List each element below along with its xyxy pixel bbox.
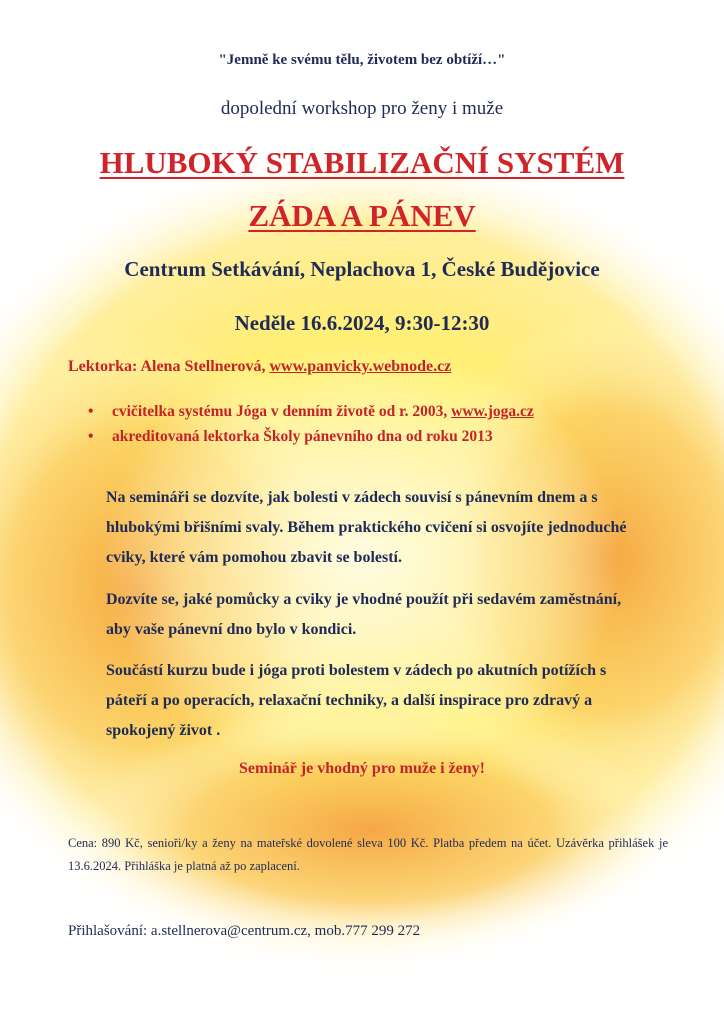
venue: Centrum Setkávání, Neplachova 1, České Budějovice [124,257,600,281]
list-item: • cvičitelka systému Jóga v denním životě od r. 2003, www.joga.cz [88,399,534,424]
description-paragraph-1: Na semináři se dozvíte, jak bolesti v zádech souvisí s pánevním dnem a s hlubokými břišními svaly. Během praktického cvičení si osvojíte jednoduché cviky, které vám pomohou zbavit se bolestí. [106,489,627,566]
subtitle: dopolední workshop pro ženy i muže [220,98,504,119]
motto: "Jemně ke svému tělu, životem bez obtíží…" [218,52,506,68]
qualifications-list [88,399,534,449]
price-info: Cena: 890 Kč, senioři/ky a ženy na mateřské dovolené sleva 100 Kč. Platba předem na účet. Uzávěrka přihlášek je 13.6.2024. Přihláška je platná až po zaplacení. [68,836,668,873]
description-paragraph-3: Součástí kurzu bude i jóga proti bolestem v zádech po akutních potížích s páteří a po operacích, relaxační techniky, a další inspirace pro zdravý a spokojený život . [106,662,607,739]
joga-link[interactable]: www.joga.cz [451,403,534,420]
title-line-1: HLUBOKÝ STABILIZAČNÍ SYSTÉM [99,145,625,180]
bullet-icon: • [88,403,94,420]
date-time: Neděle 16.6.2024, 9:30-12:30 [234,311,490,335]
list-item: • akreditovaná lektorka Školy pánevního dna od roku 2013 [88,424,534,449]
registration-contact[interactable]: Přihlašování: a.stellnerova@centrum.cz, mob.777 299 272 [68,923,421,939]
title-line-2: ZÁDA A PÁNEV [248,198,476,233]
lecturer-label: Lektorka: Alena Stellnerová, [68,358,270,375]
bullet-icon: • [88,428,94,445]
lecturer-website-link[interactable]: www.panvicky.webnode.cz [269,358,452,375]
description-paragraph-2: Dozvíte se, jaké pomůcky a cviky je vhodné použít při sedavém zaměstnání, aby vaše pánevní dno bylo v kondici. [106,591,622,638]
suitable-notice: Seminář je vhodný pro muže i ženy! [239,760,485,777]
lecturer-line [68,358,451,376]
